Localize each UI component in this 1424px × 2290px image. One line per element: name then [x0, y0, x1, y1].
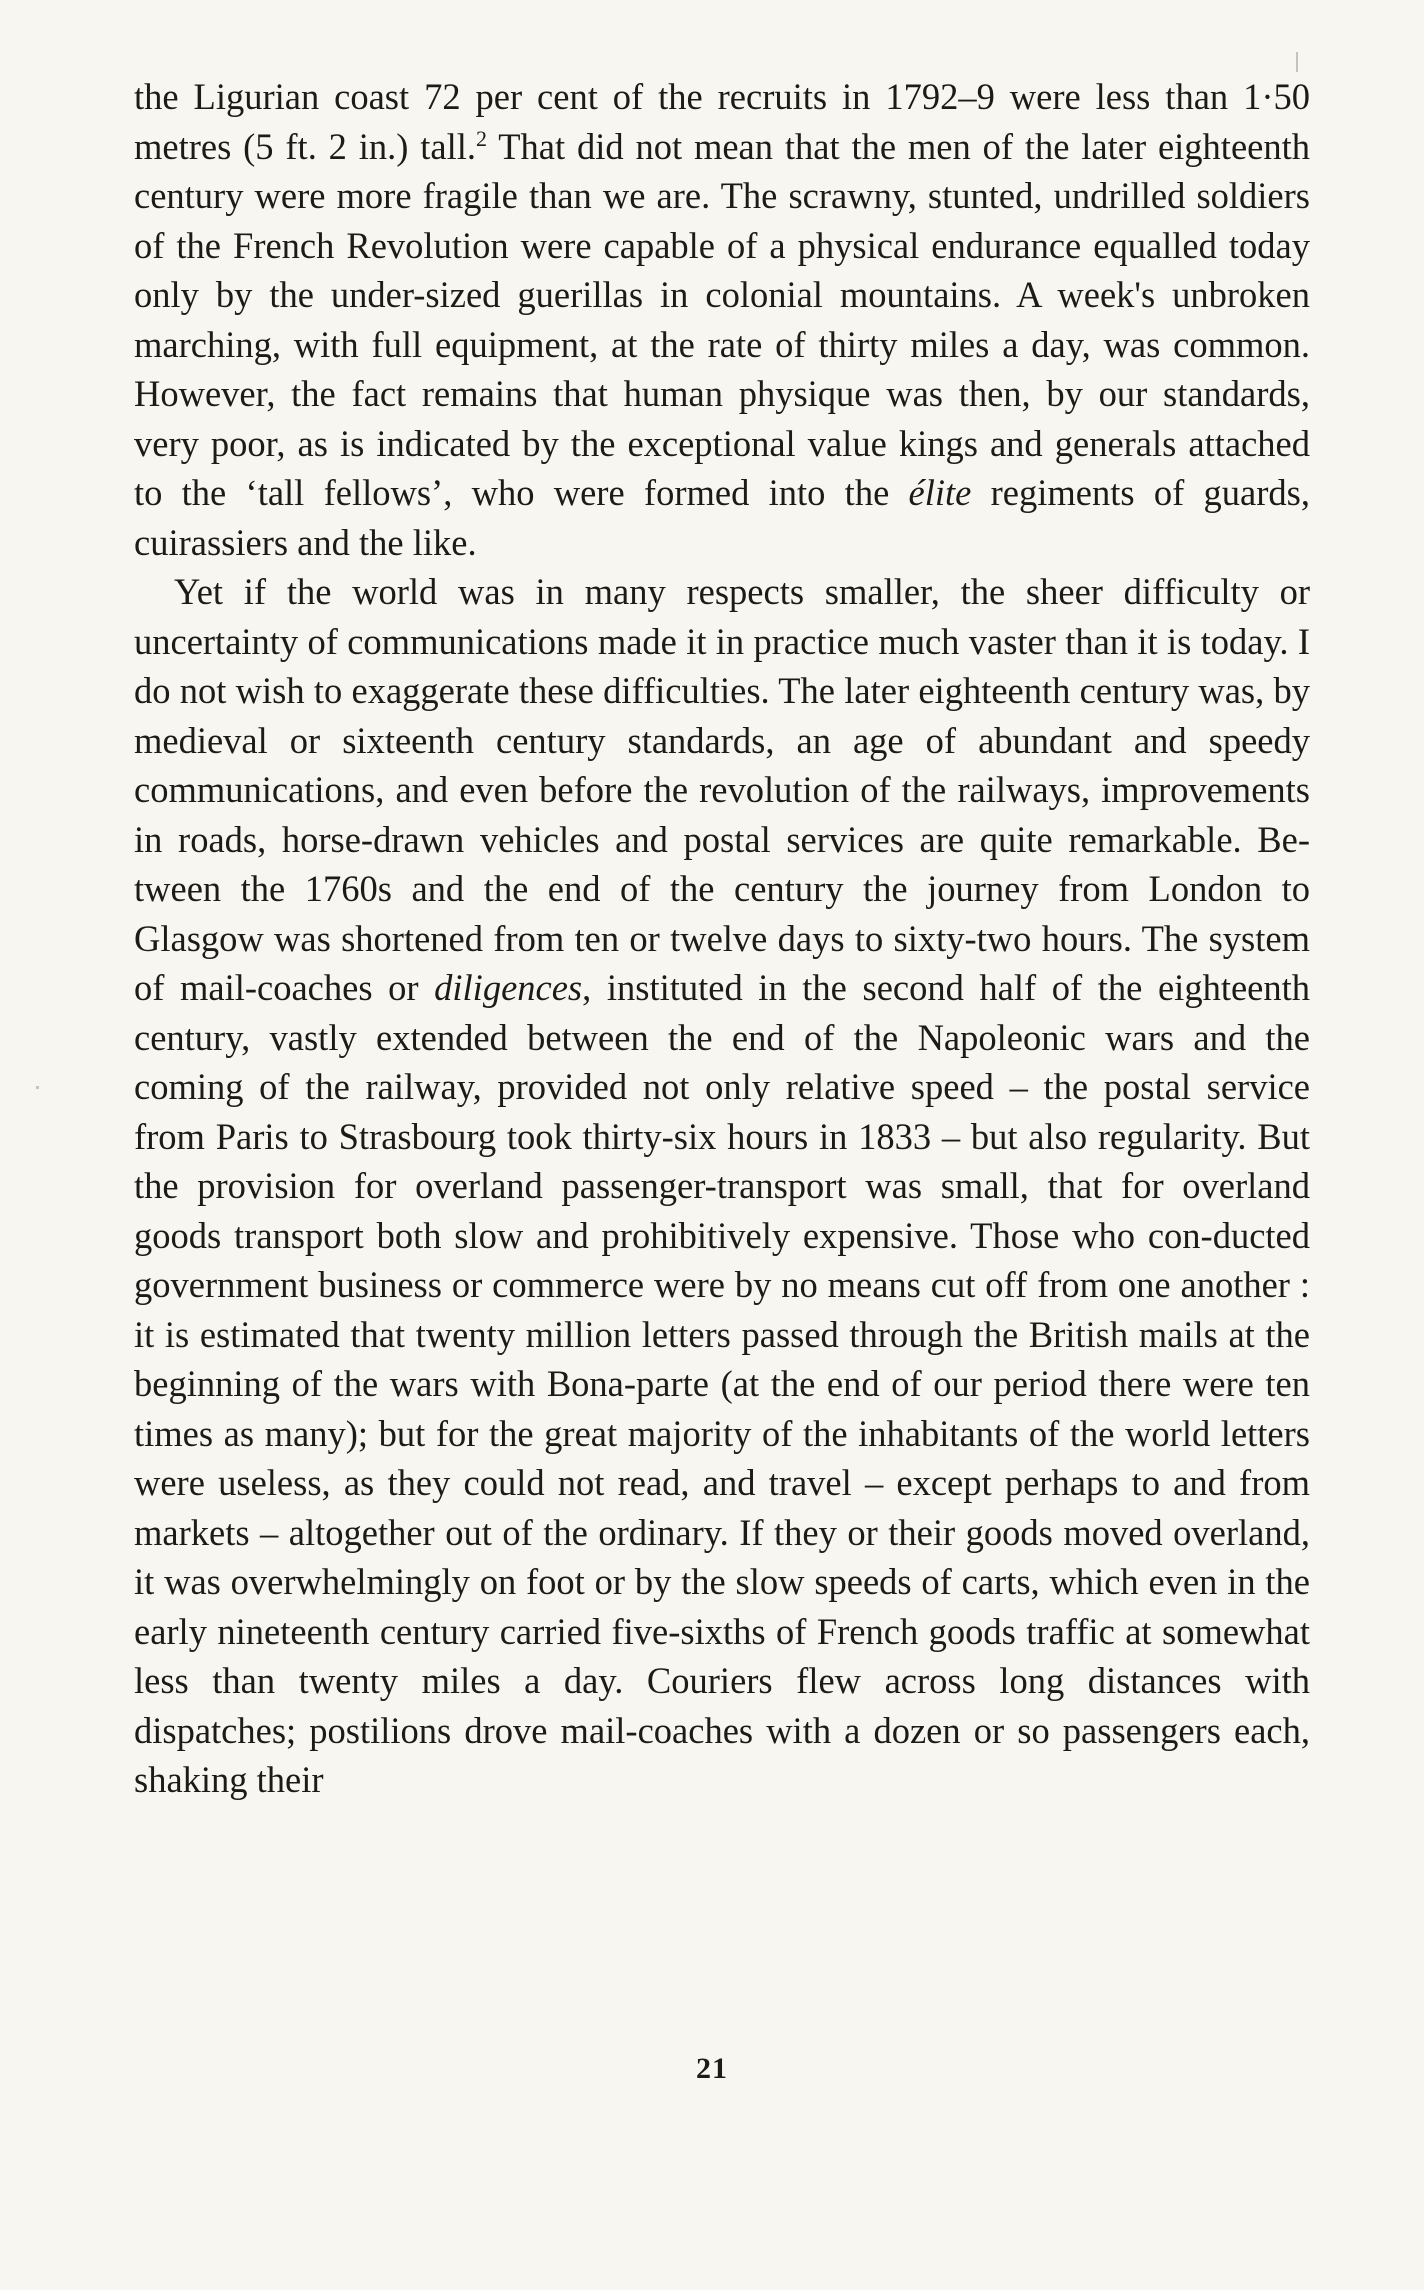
paragraph-2-text-a: Yet if the world was in many respects smaller, the sheer difficulty or uncertainty of communications made it in practice much vaster than it is today. I do not wish to exaggerate these difficulties. The later eighteenth century was, by medieval or sixteenth century standards, an age of abundant and speedy communications, and even before the revolution of the railways, improvements in roads, horse-drawn vehicles and postal services are quite remarkable. Be-tween the 1760s and the end of the century the journey from London to Glasgow was shortened from ten or twelve days to sixty-two hours. The system of mail-coaches or [134, 571, 1310, 1008]
paragraph-2 [134, 567, 1310, 1805]
italic-term-diligences: diligences [434, 967, 583, 1008]
scan-speck [36, 1086, 39, 1089]
italic-term-elite: élite [908, 472, 972, 513]
body-text [134, 72, 1310, 1805]
page-number: 21 [696, 2052, 728, 2085]
paragraph-2-text-b: , instituted in the second half of the eighteenth century, vastly extended between the end of the Napoleonic wars and the coming of the railway, provided not only relative speed – the postal service from Paris to Strasbourg took thirty-six hours in 1833 – but also regularity. But the provision for overland passenger-transport was small, that for overland goods transport both slow and prohibitively expensive. Those who con-ducted government business or commerce were by no means cut off from one another : it is estimated that twenty million letters passed through the British mails at the beginning of the wars with Bona-parte (at the end of our period there were ten times as many); but for the great majority of the inhabitants of the world letters were useless, as they could not read, and travel – except perhaps to and from markets – altogether out of the ordinary. If they or their goods moved overland, it was overwhelmingly on foot or by the slow speeds of carts, which even in the early nineteenth century carried five-sixths of French goods traffic at somewhat less than twenty miles a day. Couriers flew across long distances with dispatches; postilions drove mail-coaches with a dozen or so passengers each, shaking their [134, 967, 1310, 1800]
paragraph-1-text-b: That did not mean that the men of the later eighteenth century were more fragile than we are. The scrawny, stunted, undrilled soldiers of the French Revolution were capable of a physical endurance equalled today only by the under-sized guerillas in colonial mountains. A week's unbroken marching, with full equipment, at the rate of thirty miles a day, was common. However, the fact remains that human physique was then, by our standards, very poor, as is indicated by the exceptional value kings and generals attached to the ‘tall fellows’, who were formed into the [134, 125, 1310, 513]
paragraph-1-text-c: regiments of guards, cuirassiers and the like. [134, 472, 1310, 563]
footnote-reference: 2 [476, 125, 488, 151]
paragraph-1 [134, 72, 1310, 567]
scan-speck [1296, 52, 1298, 72]
paragraph-1-text-a: the Ligurian coast 72 per cent of the recruits in 1792–9 were less than 1·50 metres (5 ft. 2 in.) tall. [134, 76, 1310, 167]
